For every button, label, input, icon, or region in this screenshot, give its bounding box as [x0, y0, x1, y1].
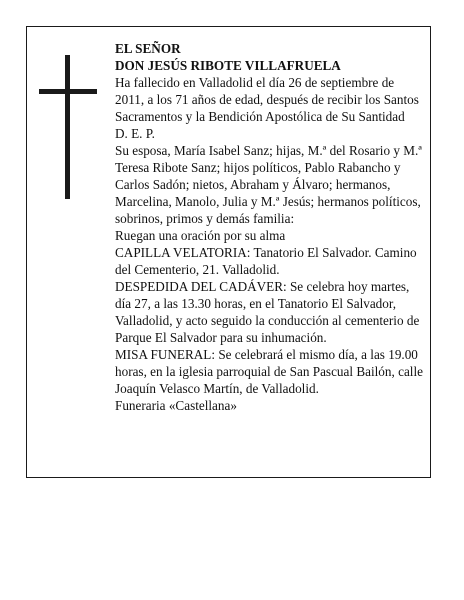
- prayer-request: Ruegan una oración por su alma: [115, 228, 286, 243]
- farewell-info: DESPEDIDA DEL CADÁVER: Se celebra hoy martes, día 27, a las 13.30 horas, en el Tanatorio El Salvador, Valladolid, y acto seguido la conducción al cementerio de Parque El Salvador para su inhumación.: [115, 279, 420, 345]
- deceased-name: DON JESÚS RIBOTE VILLAFRUELA: [115, 58, 341, 73]
- mass-info: MISA FUNERAL: Se celebrará el mismo día, a las 19.00 horas, en la iglesia parroquial de San Pascual Bailón, calle Joaquín Velasco Martín, de Valladolid.: [115, 347, 423, 396]
- cross-icon: [39, 55, 97, 199]
- honorific: EL SEÑOR: [115, 41, 181, 56]
- family-list: Su esposa, María Isabel Sanz; hijas, M.ª del Rosario y M.ª Teresa Ribote Sanz; hijos políticos, Pablo Rabancho y Carlos Sadón; nietos, Abraham y Álvaro; hermanos, Marcelina, Manolo, Julia y M.ª Jesús; hermanos políticos, sobrinos, primos y demás familia:: [115, 143, 422, 226]
- death-announcement: Ha fallecido en Valladolid el día 26 de septiembre de 2011, a los 71 años de edad, después de recibir los Santos Sacramentos y la Bendición Apostólica de Su Santidad: [115, 75, 419, 124]
- rip-text: D. E. P.: [115, 126, 155, 141]
- funeral-home: Funeraria «Castellana»: [115, 398, 237, 413]
- obituary-notice: [26, 26, 431, 478]
- chapel-info: CAPILLA VELATORIA: Tanatorio El Salvador. Camino del Cementerio, 21. Valladolid.: [115, 245, 417, 277]
- obituary-text: [115, 40, 423, 414]
